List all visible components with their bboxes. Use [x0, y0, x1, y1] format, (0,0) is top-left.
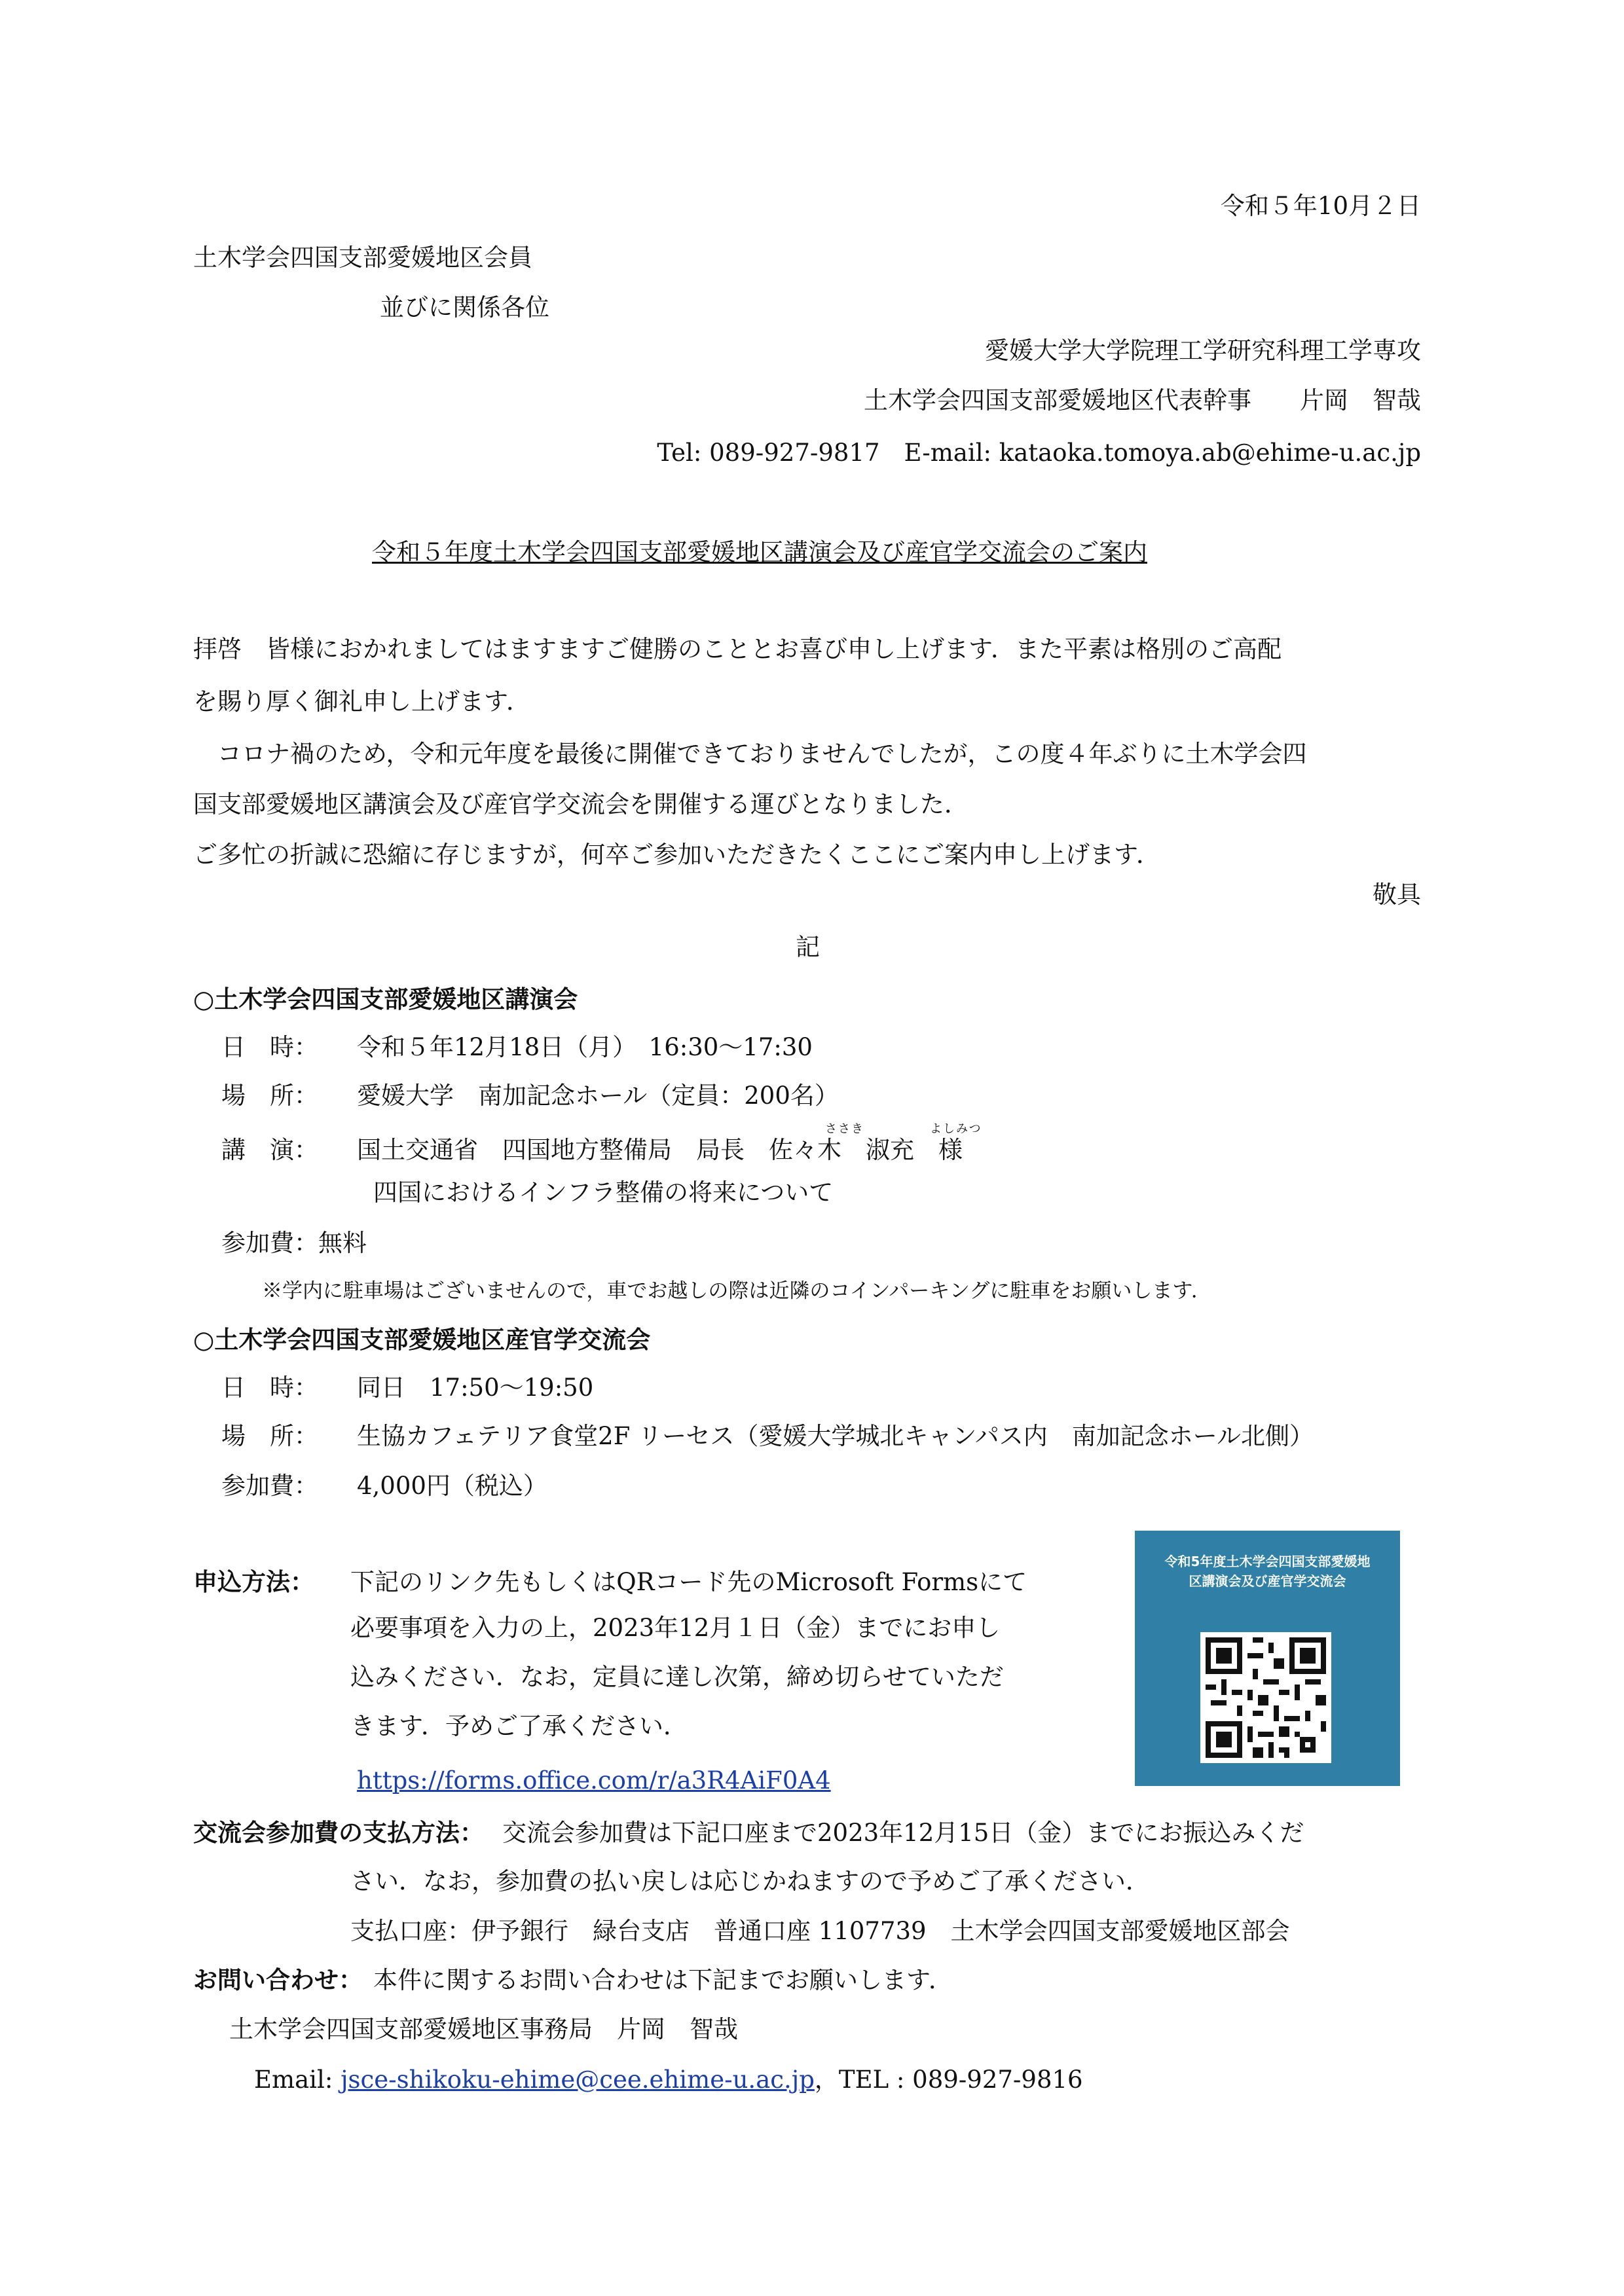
- application-label: 申込方法：: [193, 1568, 314, 1596]
- closing-keigu: 敬具: [1373, 881, 1421, 909]
- exchange-date-label: 日 時：: [221, 1374, 318, 1402]
- lecture-date-label: 日 時：: [221, 1033, 318, 1061]
- application-line-3: 込みください．なお，定員に達し次第，締め切らせていただ: [350, 1663, 1004, 1691]
- lecture-talk-label: 講 演：: [221, 1136, 318, 1164]
- document-date: 令和５年10月２日: [1220, 192, 1421, 220]
- body-line-1: 拝啓 皆様におかれましてはますますご健勝のこととお喜び申し上げます．また平素は格別のご高配: [193, 635, 1282, 663]
- sender-role: 土木学会四国支部愛媛地区代表幹事 片岡 智哉: [864, 386, 1421, 414]
- inquiry-office: 土木学会四国支部愛媛地区事務局 片岡 智哉: [229, 2015, 738, 2043]
- exchange-place-value: 生協カフェテリア食堂2F リーセス（愛媛大学城北キャンパス内 南加記念ホール北側）: [357, 1422, 1314, 1450]
- body-line-3: コロナ禍のため，令和元年度を最後に開催できておりませんでしたが，この度４年ぶりに土木学会四: [193, 740, 1307, 768]
- inquiry-tel: ，TEL : 089-927-9816: [814, 2066, 1083, 2094]
- lecture-heading: ○土木学会四国支部愛媛地区講演会: [193, 985, 578, 1013]
- sender-contact: Tel: 089-927-9817 E-mail: kataoka.tomoya.ab@ehime-u.ac.jp: [657, 439, 1421, 467]
- payment-line-2: さい．なお，参加費の払い戻しは応じかねますので予めご了承ください．: [350, 1867, 1150, 1895]
- ruby-sasaki: ささき: [825, 1122, 864, 1136]
- sender-affiliation: 愛媛大学大学院理工学研究科理工学専攻: [985, 337, 1421, 365]
- qr-title: 令和5年度土木学会四国支部愛媛地 区講演会及び産官学交流会: [1164, 1554, 1371, 1589]
- exchange-fee-value: 4,000円（税込）: [357, 1472, 547, 1500]
- document-title: 令和５年度土木学会四国支部愛媛地区講演会及び産官学交流会のご案内: [372, 538, 1147, 566]
- exchange-place-label: 場 所：: [221, 1422, 318, 1450]
- parking-note: ※学内に駐車場はございませんので，車でお越しの際は近隣のコインパーキングに駐車をお願いします．: [262, 1279, 1211, 1303]
- lecture-place-value: 愛媛大学 南加記念ホール（定員：200名）: [357, 1082, 839, 1110]
- exchange-fee-label: 参加費：: [221, 1472, 318, 1500]
- recipient-line-2: 並びに関係各位: [380, 293, 549, 321]
- qr-panel: [1135, 1531, 1400, 1786]
- inquiry-email-row: [254, 2066, 1083, 2094]
- application-line-4: きます．予めご了承ください．: [350, 1712, 688, 1740]
- email-link[interactable]: jsce-shikoku-ehime@cee.ehime-u.ac.jp: [341, 2066, 815, 2094]
- ruby-yoshimitsu: よしみつ: [930, 1122, 982, 1136]
- email-label: Email:: [254, 2066, 341, 2094]
- payment-label: 交流会参加費の支払方法：: [193, 1819, 484, 1847]
- lecture-fee: 参加費：無料: [221, 1229, 367, 1257]
- lecture-place-label: 場 所：: [221, 1082, 318, 1110]
- exchange-date-value: 同日 17:50～19:50: [357, 1374, 594, 1402]
- inquiry-text: 本件に関するお問い合わせは下記までお願いします．: [373, 1966, 953, 1994]
- recipient-line-1: 土木学会四国支部愛媛地区会員: [193, 244, 532, 272]
- application-line-2: 必要事項を入力の上，2023年12月１日（金）までにお申し: [350, 1614, 1001, 1642]
- application-line-1: 下記のリンク先もしくはQRコード先のMicrosoft Formsにて: [350, 1568, 1027, 1596]
- ki-marker: 記: [796, 933, 820, 961]
- payment-account: 支払口座：伊予銀行 緑台支店 普通口座 1107739 土木学会四国支部愛媛地区部会: [350, 1917, 1290, 1945]
- body-line-2: を賜り厚く御礼申し上げます．: [193, 687, 531, 716]
- inquiry-label: お問い合わせ：: [193, 1966, 363, 1994]
- lecture-talk-value: 国土交通省 四国地方整備局 局長 佐々木 淑充 様: [357, 1136, 963, 1164]
- lecture-talk-title: 四国におけるインフラ整備の将来について: [373, 1178, 834, 1207]
- body-line-4: 国支部愛媛地区講演会及び産官学交流会を開催する運びとなりました．: [193, 790, 969, 818]
- body-line-5: ご多忙の折誠に恐縮に存じますが，何卒ご参加いただきたくここにご案内申し上げます．: [193, 841, 1161, 869]
- forms-link[interactable]: https://forms.office.com/r/a3R4AiF0A4: [357, 1766, 831, 1795]
- exchange-heading: ○土木学会四国支部愛媛地区産官学交流会: [193, 1326, 651, 1354]
- payment-line-1: 交流会参加費は下記口座まで2023年12月15日（金）までにお振込みくだ: [502, 1819, 1304, 1847]
- lecture-date-value: 令和５年12月18日（月） 16:30～17:30: [357, 1033, 813, 1061]
- qr-code-icon[interactable]: [1200, 1632, 1331, 1763]
